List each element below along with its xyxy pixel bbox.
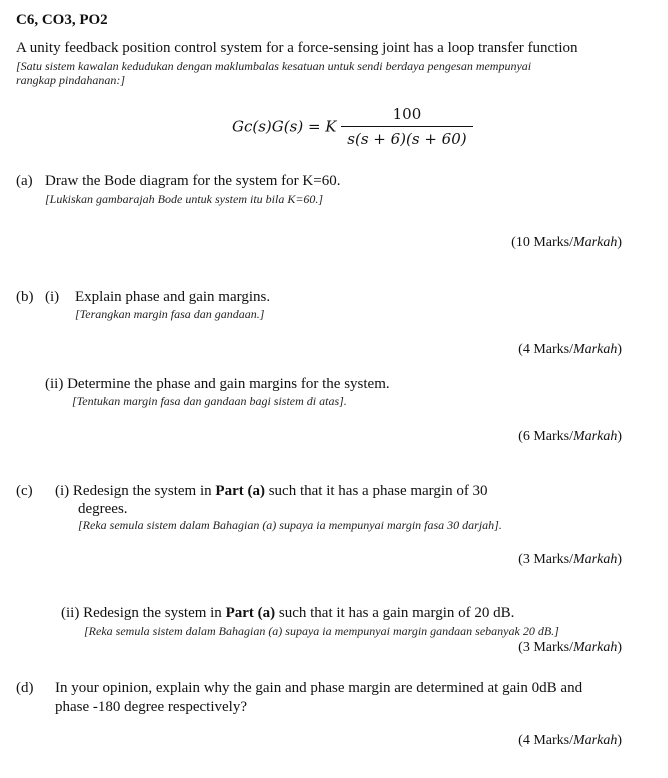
part-c-ii-malay: [Reka semula sistem dalam Bahagian (a) supaya ia mempunyai margin gandaan sebanyak 20 dB.] [84,624,559,638]
part-d-text-line2: phase -180 degree respectively? [55,699,247,715]
equation-fraction [341,105,472,148]
part-c-i-part-ref: Part (a) [215,483,265,499]
part-b-ii-text [45,376,390,393]
marks-word: Marks/ [533,552,573,567]
part-c-i-text-pre: (i) Redesign the system in [55,483,216,499]
marks-word: Marks/ [533,733,573,748]
marks-word: Marks/ [533,235,573,250]
part-c-i-text-line2: degrees. [78,501,128,517]
part-b-i-text: Explain phase and gain margins. [75,289,271,305]
part-c-i-marks: (3 Marks/Markah) [518,552,622,567]
part-b-ii-text-body: (ii) Determine the phase and gain margins for the system. [45,376,390,392]
part-b-label: (b) [16,289,34,305]
marks-word-malay: Markah [573,640,618,655]
intro-malay-line2: rangkap pindahanan:] [16,73,125,87]
part-d-label: (d) [16,680,34,696]
marks-word-malay: Markah [573,733,618,748]
part-c-i-marks-value: (3 [518,552,530,567]
part-c-ii-text [61,605,514,622]
part-c-label: (c) [16,483,33,499]
part-d-marks-value: (4 [518,733,530,748]
marks-word-malay: Markah [573,235,618,250]
part-a-label: (a) [16,173,33,189]
part-a-marks-value: (10 [511,235,530,250]
marks-word-malay: Markah [573,342,618,357]
part-c-i-malay: [Reka semula sistem dalam Bahagian (a) supaya ia mempunyai margin fasa 30 darjah]. [78,518,502,532]
part-a-text: Draw the Bode diagram for the system for K=60. [45,173,341,189]
intro-english: A unity feedback position control system for a force-sensing joint has a loop transfer function [16,40,578,56]
equation-numerator: 100 [341,105,472,127]
question-header: C6, CO3, PO2 [16,12,108,28]
part-c-i-text [55,483,488,500]
part-c-ii-text-post: such that it has a gain margin of 20 dB. [275,605,515,621]
part-b-i-marks: (4 Marks/Markah) [518,342,622,357]
transfer-function-equation [232,105,473,148]
marks-word: Marks/ [533,640,573,655]
part-b-ii-marks-value: (6 [518,429,530,444]
marks-word-malay: Markah [573,552,618,567]
part-d-text-line1: In your opinion, explain why the gain and phase margin are determined at gain 0dB and [55,680,583,696]
part-b-i-marks-value: (4 [518,342,530,357]
marks-word: Marks/ [533,429,573,444]
marks-word-malay: Markah [573,429,618,444]
part-c-i-text-post: such that it has a phase margin of 30 [264,483,488,499]
part-b-i-label: (i) [45,289,60,305]
equation-lhs: Gc(s)G(s) = K [232,117,337,136]
part-b-ii-marks: (6 Marks/Markah) [518,429,622,444]
intro-malay-line1: [Satu sistem kawalan kedudukan dengan maklumbalas kesatuan untuk sendi berdaya pengesan mempunyai [16,59,532,73]
part-c-ii-part-ref: Part (a) [225,605,276,621]
equation-denominator: s(s + 6)(s + 60) [347,130,467,148]
part-c-ii-text-pre: (ii) Redesign the system in [61,605,226,621]
part-d-marks: (4 Marks/Markah) [518,733,622,748]
part-b-i-malay: [Terangkan margin fasa dan gandaan.] [75,307,265,321]
part-a-marks: (10 Marks/Markah) [511,235,622,250]
part-b-ii-malay: [Tentukan margin fasa dan gandaan bagi sistem di atas]. [72,394,347,408]
part-c-ii-marks-value: (3 [518,640,530,655]
marks-word: Marks/ [533,342,573,357]
part-a-malay: [Lukiskan gambarajah Bode untuk system itu bila K=60.] [45,192,324,206]
part-c-ii-marks: (3 Marks/Markah) [518,640,622,655]
